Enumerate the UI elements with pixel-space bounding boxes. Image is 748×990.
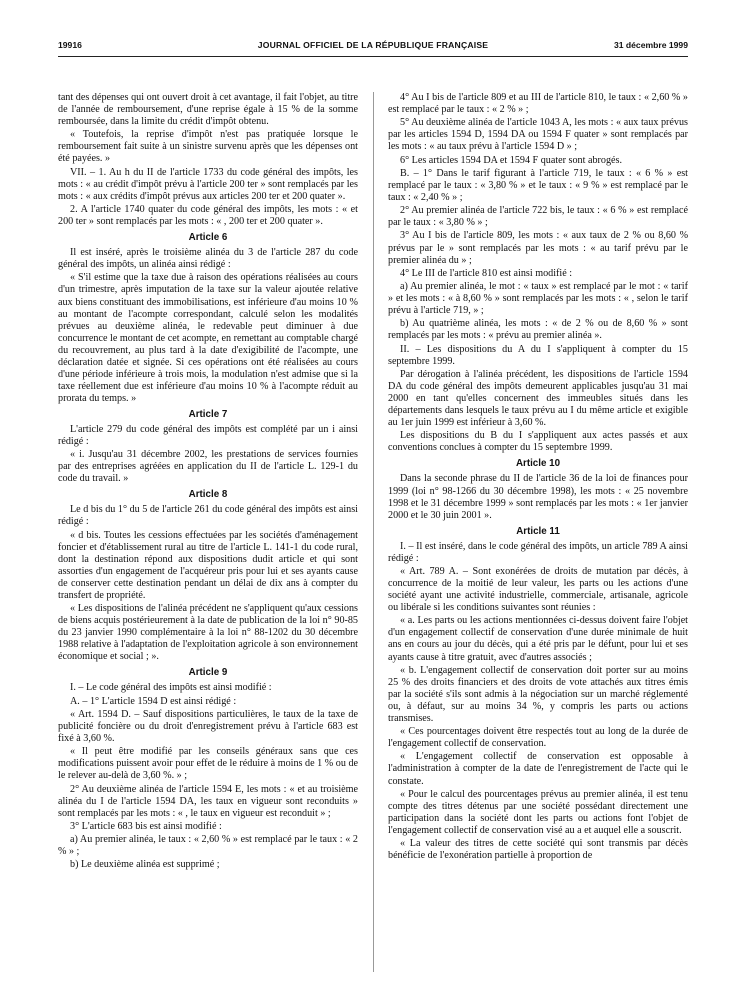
paragraph: 4° Le III de l'article 810 est ainsi modifié : [400, 267, 573, 279]
paragraph: « Pour le calcul des pourcentages prévus au premier alinéa, il est tenu compte des titres détenus par une société possédant directement une participation dans la société dont les parts ou actions font l'objet de l'engagement collectif de conservation visé au a et auquel elle a souscrit. [388, 788, 688, 836]
paragraph: a) Au premier alinéa, le mot : « taux » est remplacé par le mot : « tarif » et les mots : « à 8,60 % » sont remplacés par les mots : « , selon le tarif prévu à l'article 719, » ; [388, 281, 688, 317]
paragraph: 6° Les articles 1594 DA et 1594 F quater sont abrogés. [400, 154, 622, 166]
paragraph: tant des dépenses qui ont ouvert droit à cet avantage, il fait l'objet, au titre de l'année de remboursement, d'une reprise égale à 15 % de la somme remboursée, dans la limite du crédit d'impôt obtenu. [58, 92, 358, 128]
paragraph: 2° Au premier alinéa de l'article 722 bis, le taux : « 6 % » est remplacé par le taux : « 3,80 % » ; [388, 205, 688, 229]
paragraph: 3° L'article 683 bis est ainsi modifié : [70, 820, 222, 832]
right-column [388, 92, 688, 863]
publication-date: 31 décembre 1999 [613, 40, 688, 50]
paragraph: a) Au premier alinéa, le taux : « 2,60 % » est remplacé par le taux : « 2 % » ; [58, 834, 358, 858]
paragraph: A. – 1° L'article 1594 D est ainsi rédigé : [70, 695, 237, 707]
paragraph: « L'engagement collectif de conservation est opposable à l'administration à compter de la date de l'enregistrement de l'acte qui le constate. [388, 751, 688, 787]
paragraph: Par dérogation à l'alinéa précédent, les dispositions de l'article 1594 DA du code général des impôts demeurent applicables jusqu'au 31 mai 2000 en tant qu'elles concernent des immeubles situés dans les départements dans lesquels le taux prévu au I du même article et exigible au 1er juin 1999 est inférieur à 3,60 %. [388, 368, 688, 429]
paragraph: B. – 1° Dans le tarif figurant à l'article 719, le taux : « 6 % » est remplacé par le taux : « 3,80 % » et le taux : « 9 % » est remplacé par le taux : « 2,40 % » ; [388, 167, 688, 203]
paragraph: 2° Au deuxième alinéa de l'article 1594 E, les mots : « et au troisième alinéa du I de l'article 1594 DA, les taux en vigueur sont reconduits » sont remplacés par les mots : « , le taux en vigueur est reconduit » ; [58, 783, 358, 819]
paragraph: « Il peut être modifié par les conseils généraux sans que ces modifications puissent avoir pour effet de le réduire à moins de 1 % ou de le relever au-delà de 3,60 %. » ; [58, 746, 358, 782]
article-heading: Article 9 [188, 667, 228, 679]
paragraph: « d bis. Toutes les cessions effectuées par les sociétés d'aménagement foncier et d'établissement rural au titre de l'article L. 141-1 du code rural, dont la destination répond aux dispositions dudit article et qui sont assorties d'un engagement de l'acquéreur pris pour lui et ses ayants cause de conserver cette destination pendant un délai de dix ans à compter du transfert de propriété. [58, 529, 358, 601]
paragraph: « Art. 1594 D. – Sauf dispositions particulières, le taux de la taxe de publicité foncière ou du droit d'enregistrement prévu à l'article 683 est fixé à 3,60 %. [58, 708, 358, 745]
column-divider [373, 92, 374, 972]
paragraph: b) Le deuxième alinéa est supprimé ; [70, 859, 220, 871]
paragraph: I. – Il est inséré, dans le code général des impôts, un article 789 A ainsi rédigé : [388, 540, 688, 564]
paragraph: « a. Les parts ou les actions mentionnées ci-dessus doivent faire l'objet d'un engagement collectif de conservation d'une durée minimale de huit ans en cours au jour du décès, qui a été pris par le défunt, pour lui et ses ayants cause à titre gratuit, avec d'autres associés ; [388, 615, 688, 663]
paragraph: « Toutefois, la reprise d'impôt n'est pas pratiquée lorsque le remboursement fait suite à un sinistre survenu après que les dépenses ont été payées. » [58, 129, 358, 165]
paragraph: « i. Jusqu'au 31 décembre 2002, les prestations de services fournies par des entreprises agréées en application du II de l'article L. 129-1 du code du travail. » [58, 449, 358, 485]
paragraph: 5° Au deuxième alinéa de l'article 1043 A, les mots : « aux taux prévus par les articles 1594 D, 1594 DA ou 1594 F quater » sont remplacés par les mots : « au taux prévu à l'article 1594 D » ; [388, 117, 688, 153]
paragraph: « La valeur des titres de cette société qui sont transmis par décès bénéficie de l'exonération partielle à proportion de [388, 838, 688, 862]
article-heading: Article 10 [515, 458, 561, 470]
paragraph: Il est inséré, après le troisième alinéa du 3 de l'article 287 du code général des impôts, un alinéa ainsi rédigé : [58, 247, 358, 271]
header-rule [58, 56, 688, 57]
paragraph: VII. – 1. Au h du II de l'article 1733 du code général des impôts, les mots : « au crédit d'impôt prévu à l'article 200 ter » sont remplacés par les mots : « aux crédits d'impôt prévus aux articles 200 ter et 200 quater ». [58, 166, 358, 202]
paragraph: 2. A l'article 1740 quater du code général des impôts, les mots : « et 200 ter » sont remplacés par les mots : « , 200 ter et 200 quater ». [58, 203, 358, 228]
left-column [58, 92, 358, 873]
paragraph: Le d bis du 1° du 5 de l'article 261 du code général des impôts est ainsi rédigé : [58, 504, 358, 528]
paragraph: « Art. 789 A. – Sont exonérées de droits de mutation par décès, à concurrence de la moitié de leur valeur, les parts ou les actions d'une société ayant une activité industrielle, commerciale, artisanale, agricole ou libérale si les conditions suivantes sont réunies : [388, 565, 688, 614]
paragraph: L'article 279 du code général des impôts est complété par un i ainsi rédigé : [58, 423, 358, 448]
page-number: 19916 [58, 40, 82, 50]
paragraph: II. – Les dispositions du A du I s'appliquent à compter du 15 septembre 1999. [388, 343, 688, 367]
journal-title: JOURNAL OFFICIEL DE LA RÉPUBLIQUE FRANÇAISE [257, 40, 489, 50]
article-heading: Article 8 [188, 489, 228, 501]
article-heading: Article 7 [188, 408, 228, 420]
paragraph: 3° Au I bis de l'article 809, les mots : « aux taux de 2 % ou 8,60 % prévus par le » sont remplacés par les mots : « au tarif prévu par le premier alinéa du » ; [388, 230, 688, 266]
paragraph: « Ces pourcentages doivent être respectés tout au long de la durée de l'engagement collectif de conservation. [388, 726, 688, 750]
article-heading: Article 11 [516, 525, 560, 537]
paragraph: « S'il estime que la taxe due à raison des opérations réalisées au cours d'un trimestre, après imputation de la taxe sur la valeur ajoutée relative aux biens constituant des immobilisations, est inférieure d'au moins 10 % au montant de l'acompte correspondant, calculé selon les modalités prévues au deuxième alinéa, le redevable peut diminuer à due concurrence le montant de cet acompte, en remettant au comptable chargé du recouvrement, au plus tard à la date d'exigibilité de l'acompte, une déclaration datée et signée. Si ces opérations ont été réalisées au cours d'une période inférieure à trois mois, la modulation n'est admise que si la taxe réellement due est inférieure d'au moins 10 % à l'acompte réduit au prorata du temps. » [58, 272, 358, 404]
paragraph: I. – Le code général des impôts est ainsi modifié : [70, 682, 272, 694]
paragraph: 4° Au I bis de l'article 809 et au III de l'article 810, le taux : « 2,60 % » est remplacé par le taux : « 2 % » ; [388, 92, 688, 116]
page-header [58, 40, 688, 56]
article-heading: Article 6 [188, 232, 228, 244]
paragraph: « Les dispositions de l'alinéa précédent ne s'appliquent qu'aux cessions de biens acquis postérieurement à la date de publication de la loi n° 90-85 du 23 janvier 1990 complémentaire à la loi n° 88-1202 du 30 décembre 1988 relative à l'adaptation de l'exploitation agricole à son environnement économique et social ; ». [58, 603, 358, 663]
paragraph: Dans la seconde phrase du II de l'article 36 de la loi de finances pour 1999 (loi n° 98-1266 du 30 décembre 1998), les mots : « 25 novembre 1998 et le 31 décembre 1999 » sont remplacés par les mots : « 1er janvier 2000 et le 30 juin 2001 ». [388, 473, 688, 521]
paragraph: b) Au quatrième alinéa, les mots : « de 2 % ou de 8,60 % » sont remplacés par les mots : « prévu au premier alinéa ». [388, 318, 688, 342]
paragraph: Les dispositions du B du I s'appliquent aux actes passés et aux conventions conclues à compter du 15 septembre 1999. [388, 430, 688, 454]
paragraph: « b. L'engagement collectif de conservation doit porter sur au moins 25 % des droits financiers et des droits de vote attachés aux titres émis par la société s'ils sont admis à la négociation sur un marché réglementé ou, à défaut, sur au moins 34 %, y compris les parts ou actions transmises. [388, 664, 688, 724]
